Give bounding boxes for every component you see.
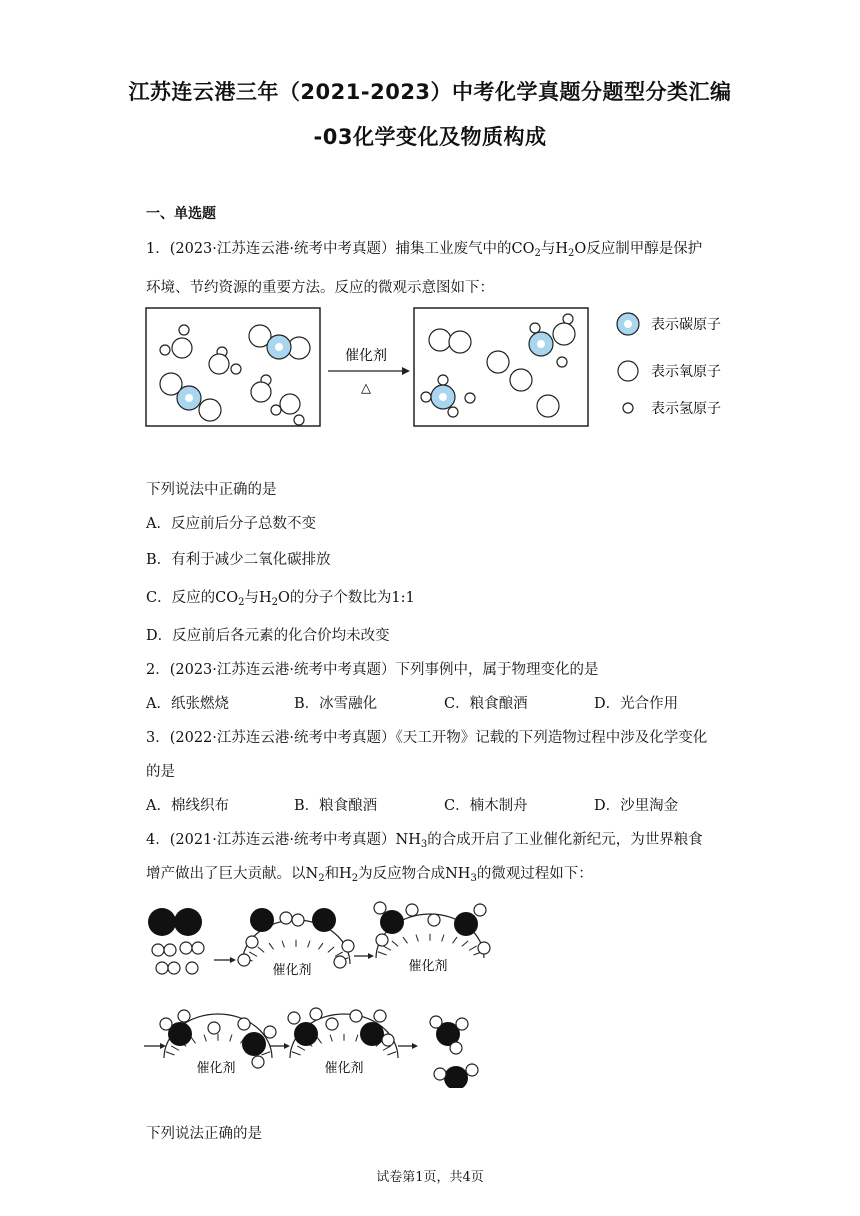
catalyst-tick <box>387 1052 396 1055</box>
catalyst-tick <box>249 952 257 956</box>
q3-option-c: C．楠木制舟 <box>444 798 528 814</box>
q2-option-c: C．粮食酿酒 <box>444 696 528 712</box>
catalyst-tick <box>319 943 324 949</box>
heat-symbol: △ <box>361 381 371 396</box>
catalyst-tick <box>328 947 334 953</box>
catalyst-label: 催化剂 <box>408 959 448 974</box>
catalyst-tick <box>230 1035 232 1042</box>
catalyst-label: 催化剂 <box>324 1061 364 1076</box>
q1-reaction-diagram <box>140 302 740 434</box>
catalyst-tick <box>392 941 398 947</box>
catalyst-tick <box>356 1035 358 1042</box>
catalyst-tick <box>469 946 477 950</box>
carbon-atom-icon <box>177 386 201 410</box>
catalyst-tick <box>416 935 418 942</box>
catalyst-tick <box>191 1037 196 1043</box>
doc-title-line2: -03化学变化及物质构成 <box>313 125 547 149</box>
arrow-head-icon <box>284 1043 290 1049</box>
legend-hydrogen-icon <box>623 403 633 413</box>
catalyst-tick <box>258 947 264 953</box>
catalyst-tick <box>383 1046 391 1050</box>
q1-stem: 下列说法中正确的是 <box>146 482 277 498</box>
catalyst-tick <box>171 1046 179 1050</box>
catalyst-tick <box>317 1037 322 1043</box>
arrow-head-icon <box>230 957 236 963</box>
catalyst-tick <box>292 1052 301 1055</box>
q1-option-a: A．反应前后分子总数不变 <box>146 516 316 532</box>
q2-stem: 2．(2023·江苏连云港·统考中考真题）下列事例中，属于物理变化的是 <box>146 662 599 678</box>
carbon-atom-icon <box>431 385 455 409</box>
q2-option-a: A．纸张燃烧 <box>146 696 229 712</box>
catalyst-label: 催化剂 <box>272 963 312 978</box>
carbon-atom-icon <box>267 335 291 359</box>
q1-line1: 1．(2023·江苏连云港·统考中考真题）捕集工业废气中的$CO_2$与$H_2O$反应制甲醇是保护 <box>146 241 703 259</box>
doc-title-line1: 江苏连云港三年（2021-2023）中考化学真题分题型分类汇编 <box>128 80 732 104</box>
section-heading: 一、单选题 <box>146 206 216 222</box>
catalyst-tick <box>462 941 468 947</box>
catalyst-tick <box>378 952 387 955</box>
catalyst-tick <box>297 1046 305 1050</box>
catalyst-tick <box>442 935 444 942</box>
catalyst-tick <box>204 1035 206 1042</box>
q1-option-d: D．反应前后各元素的化合价均未改变 <box>146 628 390 644</box>
q4-line1: 4．(2021·江苏连云港·统考中考真题）$NH_3$的合成开启了工业催化新纪元，为世界粮食 <box>146 832 703 850</box>
legend-oxygen-label: 表示氧原子 <box>651 364 721 380</box>
reactant-molecules <box>148 908 204 974</box>
legend-hydrogen-label: 表示氢原子 <box>651 401 721 417</box>
q2-option-d: D．光合作用 <box>594 696 679 712</box>
catalyst-tick <box>282 941 284 948</box>
catalyst-tick <box>261 1052 270 1055</box>
q2-option-b: B．冰雪融化 <box>294 696 378 712</box>
q3-line1: 3．(2022·江苏连云港·统考中考真题）《天工开物》记载的下列造物过程中涉及化学变化 <box>146 730 708 746</box>
q4-line2: 增产做出了巨大贡献。以$N_2$和$H_2$为反应物合成$NH_3$的微观过程如下： <box>146 866 593 884</box>
legend-oxygen-icon <box>618 361 638 381</box>
legend-carbon-label: 表示碳原子 <box>651 317 721 333</box>
catalyst-tick <box>403 937 408 943</box>
q3-option-d: D．沙里淘金 <box>594 798 679 814</box>
q3-option-a: A．棉线织布 <box>146 798 229 814</box>
q1-option-b: B．有利于减少二氧化碳排放 <box>146 552 331 568</box>
catalyst-tick <box>166 1052 175 1055</box>
catalyst-tick <box>308 941 310 948</box>
catalyst-tick <box>330 1035 332 1042</box>
catalyst-tick <box>453 937 458 943</box>
arrow-head-icon <box>402 367 410 375</box>
catalyst-tick <box>269 943 274 949</box>
q1-option-c: C．反应的$CO_2$与$H_2O$的分子个数比为1:1 <box>146 590 415 608</box>
q3-option-b: B．粮食酿酒 <box>294 798 378 814</box>
arrow-head-icon <box>368 953 374 959</box>
catalyst-label: 催化剂 <box>345 348 387 364</box>
ammonia-molecules <box>430 1016 478 1088</box>
carbon-atom-icon <box>529 332 553 356</box>
q4-stem: 下列说法正确的是 <box>146 1126 262 1142</box>
q4-synthesis-diagram <box>140 898 510 1088</box>
legend-carbon-icon <box>617 313 639 335</box>
catalyst-tick <box>383 946 391 950</box>
page-footer: 试卷第1页，共4页 <box>376 1170 484 1185</box>
q3-line2: 的是 <box>146 764 175 780</box>
catalyst-label: 催化剂 <box>196 1061 236 1076</box>
q1-line2: 环境、节约资源的重要方法。反应的微观示意图如下： <box>146 280 494 296</box>
arrow-head-icon <box>412 1043 418 1049</box>
